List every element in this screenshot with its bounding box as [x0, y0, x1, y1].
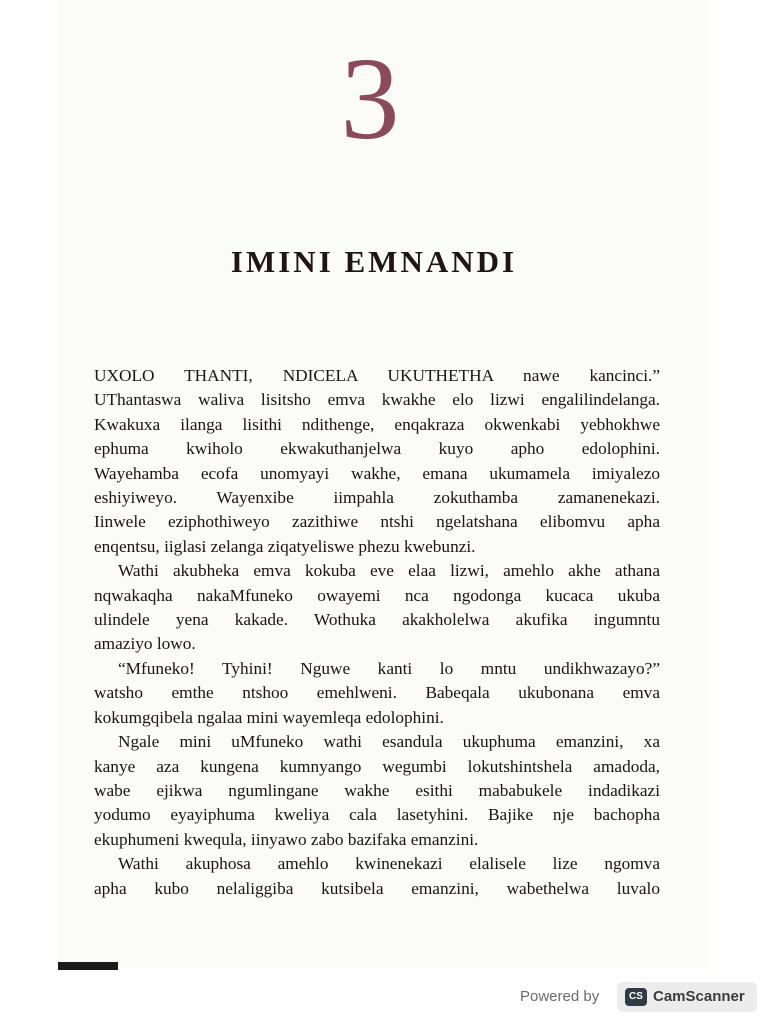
text-line: Ngale mini uMfuneko wathi esandula ukuphuma emanzini, xa — [118, 732, 660, 752]
text-line: amaziyo lowo. — [94, 634, 196, 654]
paragraph — [94, 852, 660, 901]
text-line: Wathi akuphosa amehlo kwinenekazi elalisele lize ngomva — [118, 854, 660, 874]
chapter-number: 3 — [340, 33, 400, 164]
text-line: eshiyiweyo. Wayenxibe iimpahla zokuthamba zamanenekazi. — [94, 488, 660, 508]
text-line: Wayehamba ecofa unomyayi wakhe, emana ukumamela imiyalezo — [94, 463, 660, 483]
paragraph — [94, 657, 660, 730]
text-line: UXOLO THANTI, NDICELA UKUTHETHA nawe kancinci.” — [94, 366, 660, 385]
text-line: wabe ejikwa ngumlingane wakhe esithi mababukele indadikazi — [94, 780, 660, 800]
paragraph — [94, 364, 660, 559]
text-line: nqwakaqha nakaMfuneko owayemi nca ngodonga kucaca ukuba — [94, 585, 660, 605]
text-line: kokumgqibela ngalaa mini wayemleqa edolophini. — [94, 707, 444, 727]
camscanner-badge — [617, 982, 757, 1012]
camscanner-logo-icon: CS — [625, 988, 647, 1006]
chapter-title: IMINI EMNANDI — [230, 244, 518, 279]
powered-by-label: Powered by — [520, 988, 600, 1005]
text-line: UThantaswa waliva lisitsho emva kwakhe elo lizwi engalilindelanga. — [94, 390, 660, 410]
text-line: ephuma kwiholo ekwakuthanjelwa kuyo apho edolophini. — [94, 439, 660, 459]
scanner-watermark — [0, 982, 768, 1016]
text-line: kanye aza kungena kumnyango wegumbi lokutshintshela amadoda, — [94, 756, 660, 776]
paragraph — [94, 730, 660, 852]
camscanner-name: CamScanner — [653, 988, 745, 1005]
text-line: yodumo eyayiphuma kweliya cala lasetyhini. Bajike nje bachopha — [94, 805, 660, 825]
text-line: apha kubo nelaliggiba kutsibela emanzini, wabethelwa luvalo — [94, 878, 660, 898]
text-line: enqentsu, iiglasi zelanga ziqatyeliswe phezu kwebunzi. — [94, 536, 476, 556]
text-line: ekuphumeni kwequla, iinyawo zabo bazifaka emanzini. — [94, 829, 479, 849]
scan-edge-shadow — [58, 962, 118, 970]
text-line: Iinwele eziphothiweyo zazithiwe ntshi ngelatshana elibomvu apha — [94, 512, 660, 532]
paragraph — [94, 559, 660, 657]
text-line: watsho emthe ntshoo emehlweni. Babeqala ukubonana emva — [94, 683, 660, 703]
text-line: Kwakuxa ilanga lisithi ndithenge, enqakraza okwenkabi yebhokhwe — [94, 414, 660, 434]
chapter-body — [94, 364, 660, 901]
text-line: “Mfuneko! Tyhini! Nguwe kanti lo mntu undikhwazayo?” — [118, 658, 660, 678]
text-line: Wathi akubheka emva kokuba eve elaa lizwi, amehlo akhe athana — [118, 561, 660, 581]
text-line: ulindele yena kakade. Wothuka akakholelwa akufika ingumntu — [94, 610, 660, 630]
